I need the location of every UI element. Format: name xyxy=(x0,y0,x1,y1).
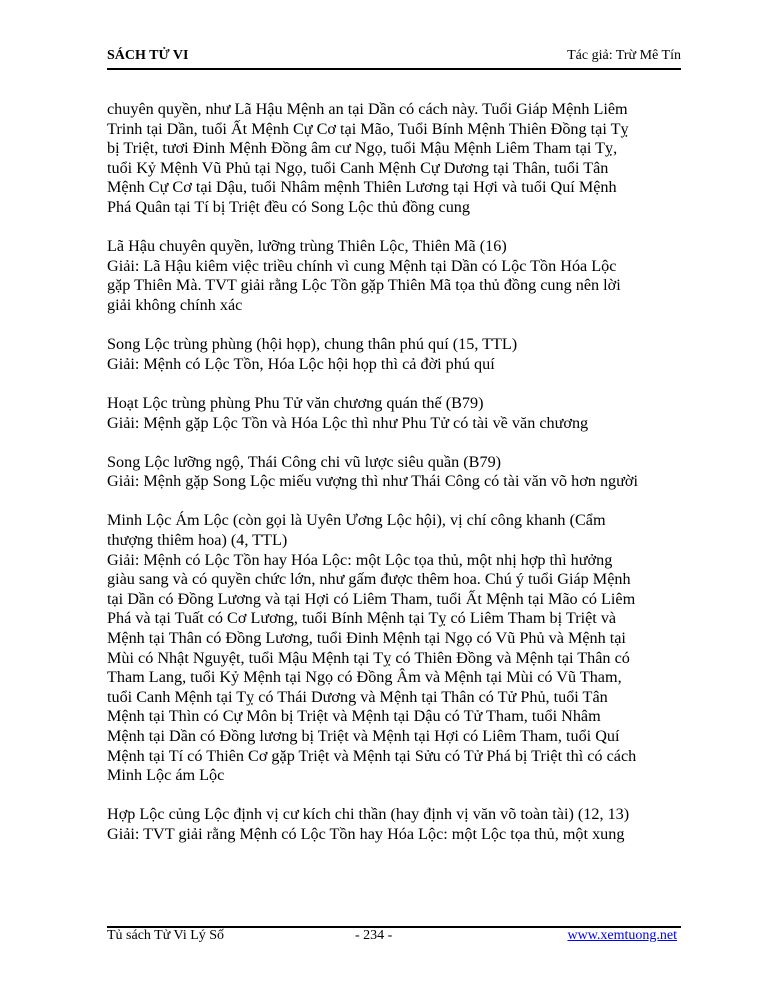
text-line: tại Dần có Đồng Lương và tại Hợi có Liêm Tham, tuổi Ất Mệnh tại Mão có Liêm xyxy=(107,589,636,608)
text-line: Trinh tại Dần, tuổi Ất Mệnh Cự Cơ tại Mão, Tuổi Bính Mệnh Thiên Đồng tại Tỵ xyxy=(107,119,629,138)
text-line: thượng thiêm hoa) (4, TTL) xyxy=(107,531,288,550)
paragraph xyxy=(107,511,685,785)
paragraph xyxy=(107,237,685,315)
page-footer xyxy=(107,928,681,948)
text-line: giải không chính xác xyxy=(107,295,243,314)
text-line: Song Lộc lưỡng ngộ, Thái Công chi vũ lược siêu quần (B79) xyxy=(107,452,502,471)
text-line: tuổi Canh Mệnh tại Tỵ có Thái Dương và Mệnh tại Thân có Tử Phủ, tuổi Tân xyxy=(107,687,608,706)
book-title: SÁCH TỬ VI xyxy=(107,48,189,63)
text-line: Hợp Lộc củng Lộc định vị cư kích chi thần (hay định vị văn võ toàn tài) (12, 13) xyxy=(107,805,630,824)
text-line: Giải: Lã Hậu kiêm việc triều chính vì cung Mệnh tại Dần có Lộc Tồn Hóa Lộc xyxy=(107,256,617,275)
page-header xyxy=(107,44,681,66)
text-line: Phá Quân tại Tí bị Triệt đều có Song Lộc thủ đồng cung xyxy=(107,197,470,216)
text-line: Giải: TVT giải rằng Mệnh có Lộc Tồn hay Hóa Lộc: một Lộc tọa thủ, một xung xyxy=(107,824,625,843)
text-line: Giải: Mệnh gặp Song Lộc miếu vượng thì như Thái Công có tài văn võ hơn người xyxy=(107,472,638,491)
text-line: giàu sang và có quyền chức lớn, như gấm được thêm hoa. Chú ý tuổi Giáp Mệnh xyxy=(107,570,631,589)
series-title: Tủ sách Tử Vi Lý Số xyxy=(107,928,225,943)
text-line: Giải: Mệnh gặp Lộc Tồn và Hóa Lộc thì như Phu Tử có tài về văn chương xyxy=(107,413,589,432)
text-line: Minh Lộc ám Lộc xyxy=(107,766,225,785)
author-label: Tác giả: Trừ Mê Tín xyxy=(567,48,681,63)
text-line: bị Triệt, tươi Đinh Mệnh Đồng âm cư Ngọ, tuổi Mậu Mệnh Liêm Tham tại Tỵ, xyxy=(107,139,618,158)
text-line: Phá và tại Tuất có Cơ Lương, tuổi Bính Mệnh tại Tỵ có Liêm Tham bị Triệt và xyxy=(107,609,617,628)
text-line: Giải: Mệnh có Lộc Tồn, Hóa Lộc hội họp thì cả đời phú quí xyxy=(107,354,495,373)
text-line: tuổi Kỷ Mệnh Vũ Phủ tại Ngọ, tuổi Canh Mệnh Cự Dương tại Thân, tuổi Tân xyxy=(107,158,609,177)
page-body xyxy=(107,100,685,864)
page-number: - 234 - xyxy=(355,928,393,943)
text-line: gặp Thiên Mà. TVT giải rằng Lộc Tồn gặp Thiên Mã tọa thủ đồng cung nên lời xyxy=(107,276,621,295)
text-line: Lã Hậu chuyên quyền, lưỡng trùng Thiên Lộc, Thiên Mã (16) xyxy=(107,237,507,256)
text-line: Mệnh tại Tí có Thiên Cơ gặp Triệt và Mệnh tại Sửu có Tử Phá bị Triệt thì có cách xyxy=(107,746,637,765)
text-line: Song Lộc trùng phùng (hội họp), chung thân phú quí (15, TTL) xyxy=(107,335,518,354)
text-line: Mệnh Cự Cơ tại Dậu, tuổi Nhâm mệnh Thiên Lương tại Hợi và tuổi Quí Mệnh xyxy=(107,178,617,197)
paragraph xyxy=(107,394,685,433)
text-line: Giải: Mệnh có Lộc Tồn hay Hóa Lộc: một Lộc tọa thủ, một nhị hợp thì hưởng xyxy=(107,550,613,569)
text-line: Hoạt Lộc trùng phùng Phu Tử văn chương quán thế (B79) xyxy=(107,393,484,412)
text-line: chuyên quyền, như Lã Hậu Mệnh an tại Dần có cách này. Tuổi Giáp Mệnh Liêm xyxy=(107,100,628,118)
paragraph xyxy=(107,335,685,374)
text-line: Mùi có Nhật Nguyệt, tuổi Mậu Mệnh tại Tỵ có Thiên Đồng và Mệnh tại Thân có xyxy=(107,648,630,667)
text-line: Tham Lang, tuổi Kỷ Mệnh tại Ngọ có Đồng Âm và Mệnh tại Mùi có Vũ Tham, xyxy=(107,668,622,687)
paragraph xyxy=(107,100,685,218)
text-line: Mệnh tại Dần có Đồng lương bị Triệt và Mệnh tại Hợi có Liêm Tham, tuổi Quí xyxy=(107,727,620,745)
text-line: Minh Lộc Ám Lộc (còn gọi là Uyên Ương Lộc hội), vị chí công khanh (Cẩm xyxy=(107,511,606,530)
paragraph xyxy=(107,805,685,844)
text-line: Mệnh tại Thìn có Cự Môn bị Triệt và Mệnh tại Dậu có Tử Tham, tuổi Nhâm xyxy=(107,707,601,726)
header-divider xyxy=(107,68,681,70)
text-line: Mệnh tại Thân có Đồng Lương, tuổi Đinh Mệnh tại Ngọ có Vũ Phủ và Mệnh tại xyxy=(107,629,626,648)
website-link[interactable]: www.xemtuong.net xyxy=(567,928,677,943)
paragraph xyxy=(107,453,685,492)
